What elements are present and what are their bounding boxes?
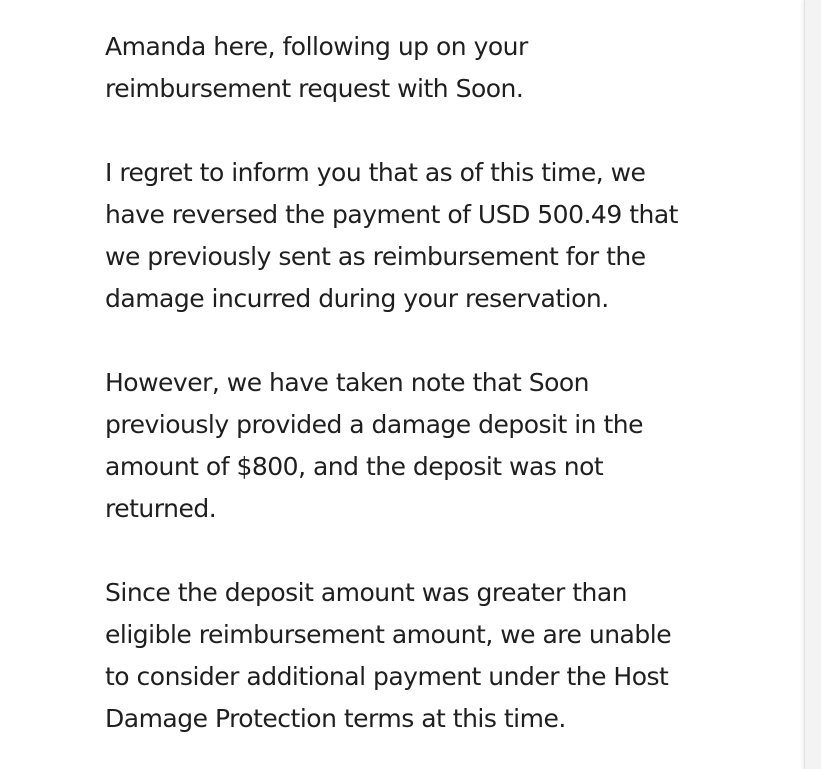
- paragraph-greeting: Amanda here, following up on your reimbursement request with Soon.: [105, 32, 528, 103]
- email-message-body: [105, 26, 765, 769]
- paragraph-payment-reversal: I regret to inform you that as of this time, we have reversed the payment of USD 500.49 that we previously sent as reimbursement for the damage incurred during your reservation.: [105, 158, 678, 313]
- paragraph-damage-deposit: However, we have taken note that Soon previously provided a damage deposit in the amount of $800, and the deposit was not returned.: [105, 368, 643, 523]
- vertical-scrollbar[interactable]: [804, 0, 821, 769]
- paragraph-unable-to-pay: Since the deposit amount was greater than eligible reimbursement amount, we are unable to consider additional payment under the Host Damage Protection terms at this time.: [105, 578, 672, 733]
